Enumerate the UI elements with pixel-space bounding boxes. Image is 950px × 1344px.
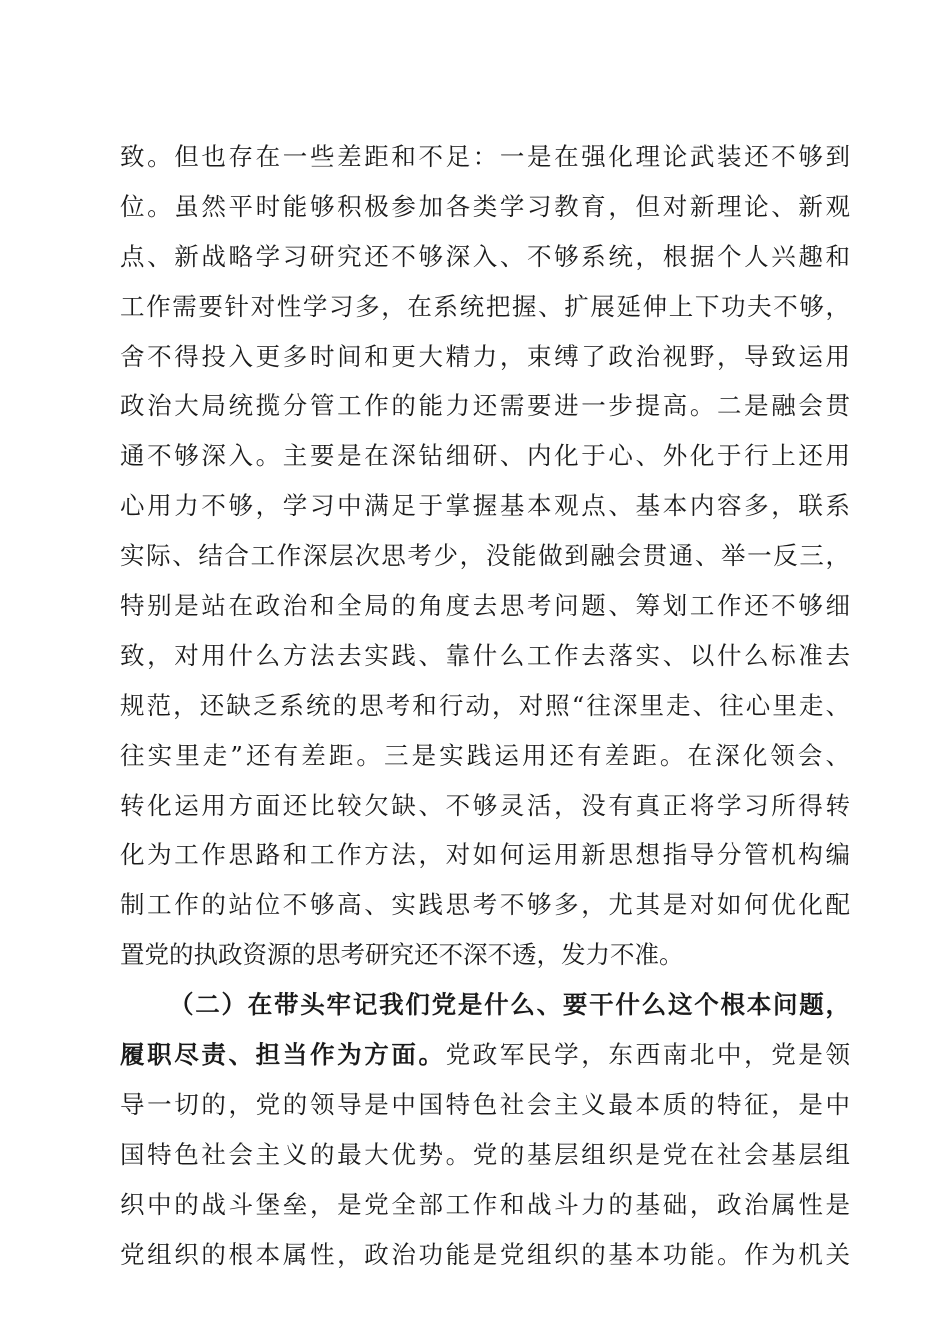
text-line: 导一切的，党的领导是中国特色社会主义最本质的特征，是中	[120, 1089, 850, 1119]
text-line: 位。虽然平时能够积极参加各类学习教育，但对新理论、新观	[120, 191, 850, 221]
paragraph-1	[120, 132, 850, 980]
section-heading-continued: 履职尽责、担当作为方面。	[120, 1040, 446, 1070]
text-line: 致，对用什么方法去实践、靠什么工作去落实、以什么标准去	[120, 640, 850, 670]
text-line: 致。但也存在一些差距和不足：一是在强化理论武装还不够到	[120, 142, 850, 171]
text-line: 化为工作思路和工作方法，对如何运用新思想指导分管机构编	[120, 840, 850, 870]
section-heading: （二）在带头牢记我们党是什么、要干什么这个根本问题，	[169, 990, 850, 1020]
text-line: 点、新战略学习研究还不够深入、不够系统，根据个人兴趣和	[120, 241, 850, 271]
text-line: 实际、结合工作深层次思考少，没能做到融会贯通、举一反三，	[120, 541, 850, 571]
text-line: 规范，还缺乏系统的思考和行动，对照“往深里走、往心里走、	[120, 690, 850, 720]
text-line: 心用力不够，学习中满足于掌握基本观点、基本内容多，联系	[120, 491, 850, 521]
text-line: 国特色社会主义的最大优势。党的基层组织是党在社会基层组	[120, 1139, 850, 1169]
text-line: 工作需要针对性学习多，在系统把握、扩展延伸上下功夫不够，	[120, 291, 850, 321]
text-line: 通不够深入。主要是在深钻细研、内化于心、外化于行上还用	[120, 441, 850, 471]
text-line: 政治大局统揽分管工作的能力还需要进一步提高。二是融会贯	[120, 391, 850, 421]
text-line	[120, 1030, 850, 1080]
text-line: 置党的执政资源的思考研究还不深不透，发力不准。	[120, 940, 684, 970]
text-line: 往实里走”还有差距。三是实践运用还有差距。在深化领会、	[120, 740, 850, 770]
text-line: 制工作的站位不够高、实践思考不够多，尤其是对如何优化配	[120, 890, 850, 920]
text-line: 转化运用方面还比较欠缺、不够灵活，没有真正将学习所得转	[120, 790, 850, 820]
text-line-rest: 党政军民学，东西南北中，党是领	[445, 1040, 851, 1070]
paragraph-2	[120, 980, 850, 1279]
document-body	[120, 132, 850, 1279]
text-line: 特别是站在政治和全局的角度去思考问题、筹划工作还不够细	[120, 591, 850, 621]
text-line: 织中的战斗堡垒，是党全部工作和战斗力的基础，政治属性是	[120, 1189, 850, 1219]
text-line: 舍不得投入更多时间和更大精力，束缚了政治视野，导致运用	[120, 341, 850, 371]
text-line: 党组织的根本属性，政治功能是党组织的基本功能。作为机关	[120, 1239, 850, 1269]
